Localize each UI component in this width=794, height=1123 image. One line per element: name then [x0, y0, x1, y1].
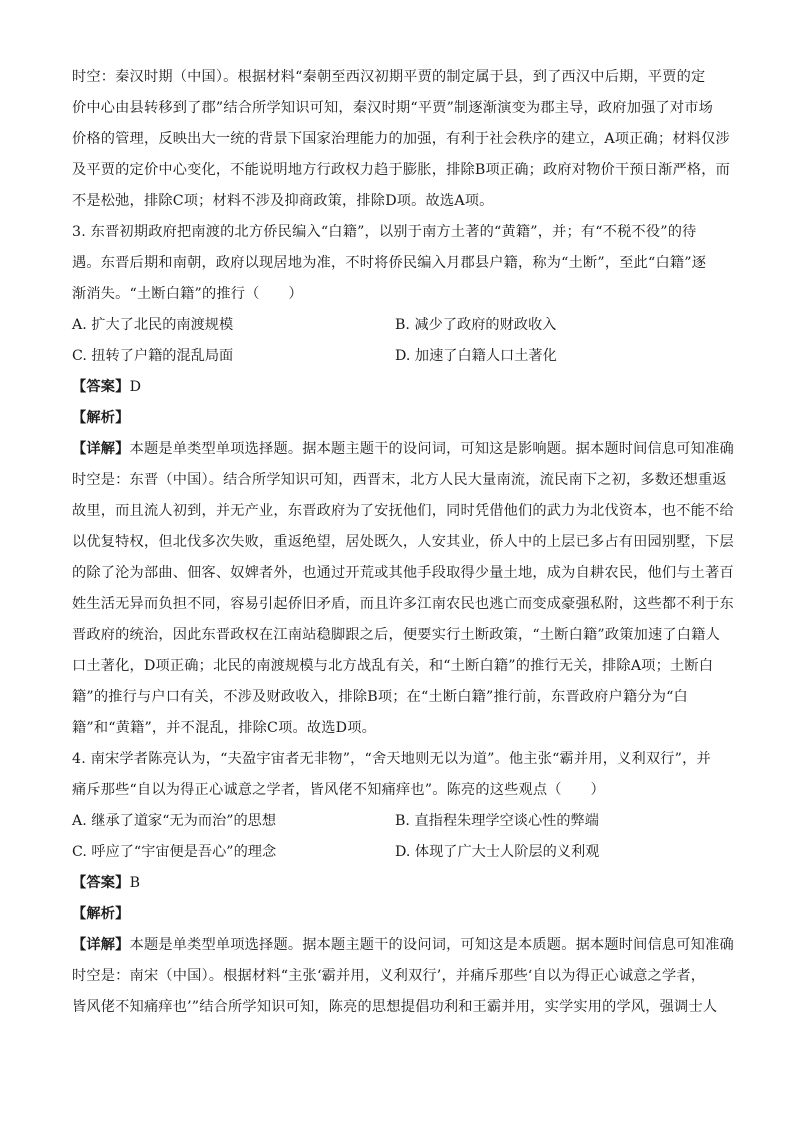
detail-text: 本题是单类型单项选择题。据本题主题干的设问词，可知这是影响题。据本题时间信息可知准确 [129, 441, 734, 457]
detail-line: 姓生活无异而负担不同，容易引起侨旧矛盾，而且许多江南农民也逃亡而变成豪强私附，这些都不利于东 [72, 596, 734, 612]
question-4 [72, 744, 734, 1023]
text-line: 价中心由县转移到了郡”结合所学知识可知，秦汉时期“平贾”制逐渐演变为郡主导，政府加强了对市场 [72, 100, 714, 116]
detail-line [72, 930, 734, 961]
detail-line [72, 434, 734, 465]
option-b: B. 直指程朱理学空谈心性的弊端 [395, 813, 599, 829]
detail-line: 故里，而且流人初到，并无产业，东晋政府为了安抚他们，同时凭借他们的武力为北伐资本，也不能不给 [72, 503, 734, 519]
answer-label: 【答案】 [72, 379, 130, 395]
analysis-label: 【解析】 [72, 410, 130, 426]
option-d: D. 体现了广大士人阶层的义利观 [395, 844, 600, 860]
question-stem-line: 遇。东晋后期和南朝，政府以现居地为准，不时将侨民编入月郡县户籍，称为“土断”，至此“白籍”逐 [72, 255, 707, 271]
answer-value: D [129, 379, 142, 395]
option-a: A. 扩大了北民的南渡规模 [72, 317, 234, 333]
question-stem-line: 痛斥那些“自以为得正心诚意之学者，皆风佬不知痛痒也”。陈亮的这些观点（ ） [72, 782, 605, 798]
detail-label: 【详解】 [72, 441, 130, 457]
detail-line: 时空是：东晋（中国）。结合所学知识可知，西晋末，北方人民大量南流，流民南下之初，多数还想重返 [72, 472, 727, 488]
analysis-heading [72, 899, 718, 930]
answer-value: B [129, 875, 141, 891]
detail-line: 时空是：南宋（中国）。根据材料“主张‘霸并用，义利双行’，并痛斥那些‘自以为得正心诚意之学者， [72, 968, 706, 984]
answer-line [72, 868, 718, 899]
options-row [72, 806, 718, 837]
document-page [72, 62, 734, 1023]
options-row [72, 310, 718, 341]
analysis-heading [72, 403, 718, 434]
question-stem-line: 3. 东晋初期政府把南渡的北方侨民编入“白籍”，以别于南方土著的“黄籍”，并；有“不税不役”的待 [72, 224, 697, 240]
detail-text: 本题是单类型单项选择题。据本题主题干的设问词，可知这是本质题。据本题时间信息可知准确 [129, 937, 734, 953]
detail-line: 口土著化，D项正确；北民的南渡规模与北方战乱有关，和“土断白籍”的推行无关，排除A项；土断白 [72, 658, 714, 674]
question-stem-line: 渐消失。“土断白籍”的推行（ ） [72, 286, 303, 302]
options-row [72, 837, 718, 868]
text-line: 及平贾的定价中心变化，不能说明地方行政权力趋于膨胀，排除B项正确；政府对物价干预日渐严格，而 [72, 162, 731, 178]
option-b: B. 减少了政府的财政收入 [395, 317, 557, 333]
answer-label: 【答案】 [72, 875, 130, 891]
detail-label: 【详解】 [72, 937, 130, 953]
option-a: A. 继承了道家“无为而治”的思想 [72, 813, 277, 829]
text-line: 价格的管理，反映出大一统的背景下国家治理能力的加强，有利于社会秩序的建立，A项正确；材料仅涉 [72, 131, 730, 147]
detail-line: 籍”的推行与户口有关，不涉及财政收入，排除B项；在“土断白籍”推行前，东晋政府户籍分为“白 [72, 689, 688, 705]
detail-line: 的除了沦为部曲、佃客、奴婢者外，也通过开荒或其他手段取得少量土地，成为自耕农民，他们与土著百 [72, 565, 734, 581]
detail-line: 以优复特权，但北伐多次失败，重返绝望，居处既久，人安其业，侨人中的上层已多占有田园别墅，下层 [72, 534, 734, 550]
question-3 [72, 217, 734, 744]
detail-line: 晋政府的统治，因此东晋政权在江南站稳脚跟之后，便要实行土断政策，“土断白籍”政策加速了白籍人 [72, 627, 720, 643]
option-d: D. 加速了白籍人口土著化 [395, 348, 557, 364]
question-stem-line: 4. 南宋学者陈亮认为，“夫盈宇宙者无非物”，“舍天地则无以为道”。他主张“霸并用，义利双行”，并 [72, 751, 711, 767]
previous-answer-analysis [72, 62, 731, 217]
option-c: C. 扭转了户籍的混乱局面 [72, 348, 234, 364]
option-c: C. 呼应了“宇宙便是吾心”的理念 [72, 844, 277, 860]
detail-line: 皆风佬不知痛痒也’”结合所学知识可知，陈亮的思想提倡功利和王霸并用，实学实用的学风，强调士人 [72, 999, 718, 1015]
detail-line: 籍”和“黄籍”，并不混乱，排除C项。故选D项。 [72, 720, 376, 736]
options-row [72, 341, 718, 372]
text-line: 不是松弛，排除C项；材料不涉及抑商政策，排除D项。故选A项。 [72, 193, 494, 209]
answer-line [72, 372, 718, 403]
text-line: 时空：秦汉时期（中国）。根据材料“秦朝至西汉初期平贾的制定属于县，到了西汉中后期，平贾的定 [72, 69, 706, 85]
analysis-label: 【解析】 [72, 906, 130, 922]
